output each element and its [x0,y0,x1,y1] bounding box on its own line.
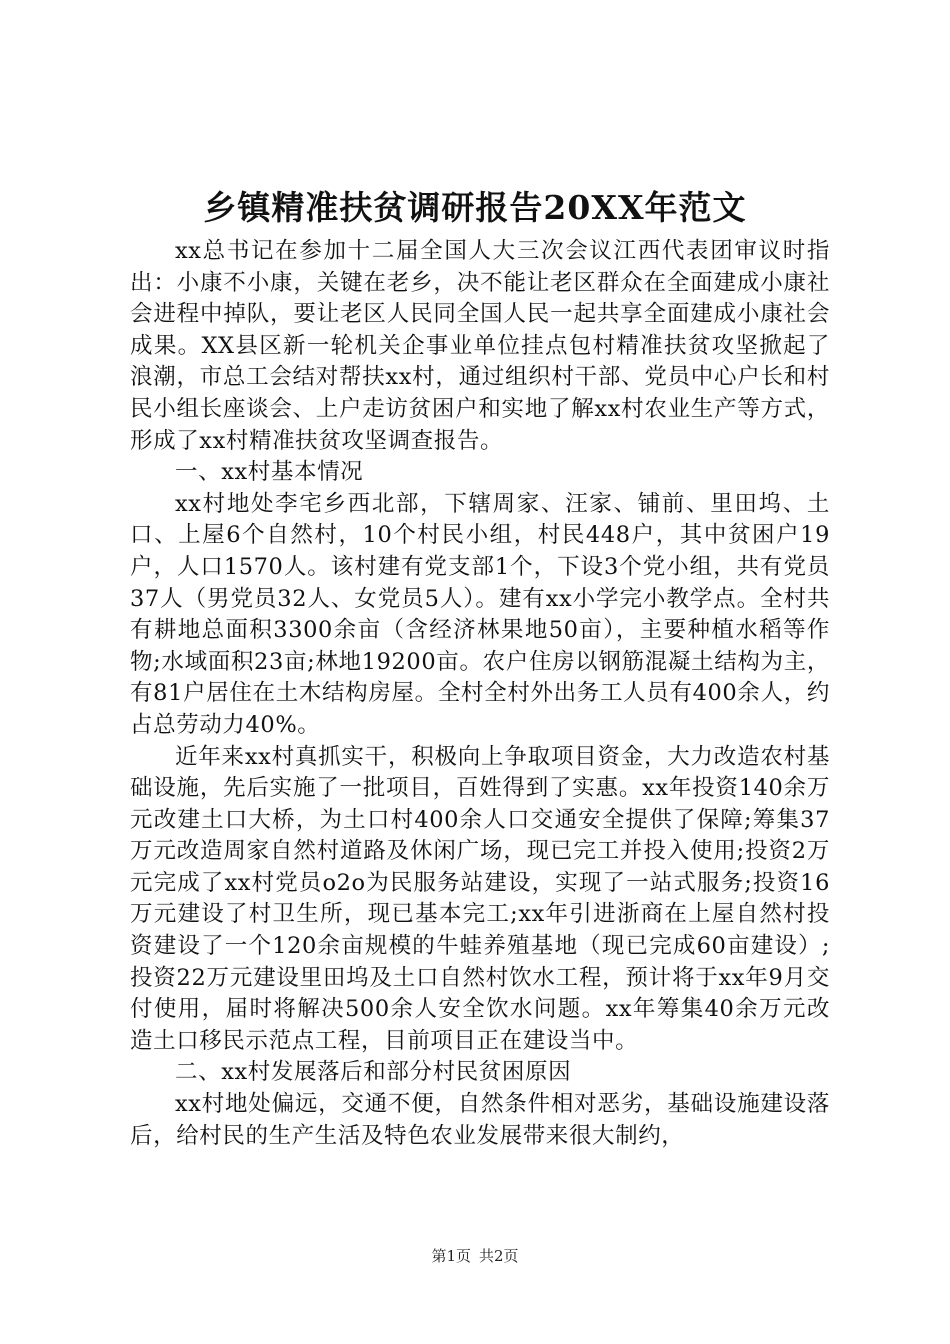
intro-paragraph: xx总书记在参加十二届全国人大三次会议江西代表团审议时指出：小康不小康，关键在老乡，决不能让老区群众在全面建成小康社会进程中掉队，要让老区人民同全国人民一起共享全面建成小康社会成果。XX县区新一轮机关企事业单位挂点包村精准扶贫攻坚掀起了浪潮，市总工会结对帮扶xx村，通过组织村干部、党员中心户长和村民小组长座谈会、上户走访贫困户和实地了解xx村农业生产等方式，形成了xx村精准扶贫攻坚调查报告。 [130,238,830,454]
section-heading-2: 二、xx村发展落后和部分村民贫困原因 [175,1059,572,1086]
document-body [130,236,830,1152]
projects-paragraph: 近年来xx村真抓实干，积极向上争取项目资金，大力改造农村基础设施，先后实施了一批项目，百姓得到了实惠。xx年投资140余万元改建土口大桥，为土口村400余人口交通安全提供了保障;筹集37万元改造周家自然村道路及休闲广场，现已完工并投入使用;投资2万元完成了xx村党员o2o为民服务站建设，实现了一站式服务;投资16万元建设了村卫生所，现已基本完工;xx年引进浙商在上屋自然村投资建设了一个120余亩规模的牛蛙养殖基地（现已完成60亩建设）;投资22万元建设里田坞及土口自然村饮水工程，预计将于xx年9月交付使用，届时将解决500余人安全饮水问题。xx年筹集40余万元改造土口移民示范点工程，目前项目正在建设当中。 [130,743,830,1054]
page-total: 共2页 [479,1247,519,1265]
basic-info-paragraph: xx村地处李宅乡西北部，下辖周家、汪家、铺前、里田坞、土口、上屋6个自然村，10个村民小组，村民448户，其中贫困户19户，人口1570人。该村建有党支部1个，下设3个党小组，共有党员37人（男党员32人、女党员5人）。建有xx小学完小教学点。全村共有耕地总面积3300余亩（含经济林果地50亩），主要种植水稻等作物;水域面积23亩;林地19200亩。农户住房以钢筋混凝土结构为主，有81户居住在土木结构房屋。全村全村外出务工人员有400余人，约占总劳动力40%。 [130,490,830,738]
section-heading-1: 一、xx村基本情况 [175,459,364,486]
document-title: 乡镇精准扶贫调研报告20XX年范文 [203,188,747,227]
page-number: 第1页 [431,1247,471,1265]
causes-paragraph: xx村地处偏远，交通不便，自然条件相对恶劣，基础设施建设落后，给村民的生产生活及特色农业发展带来很大制约， [130,1091,830,1149]
page-footer [0,1246,950,1266]
